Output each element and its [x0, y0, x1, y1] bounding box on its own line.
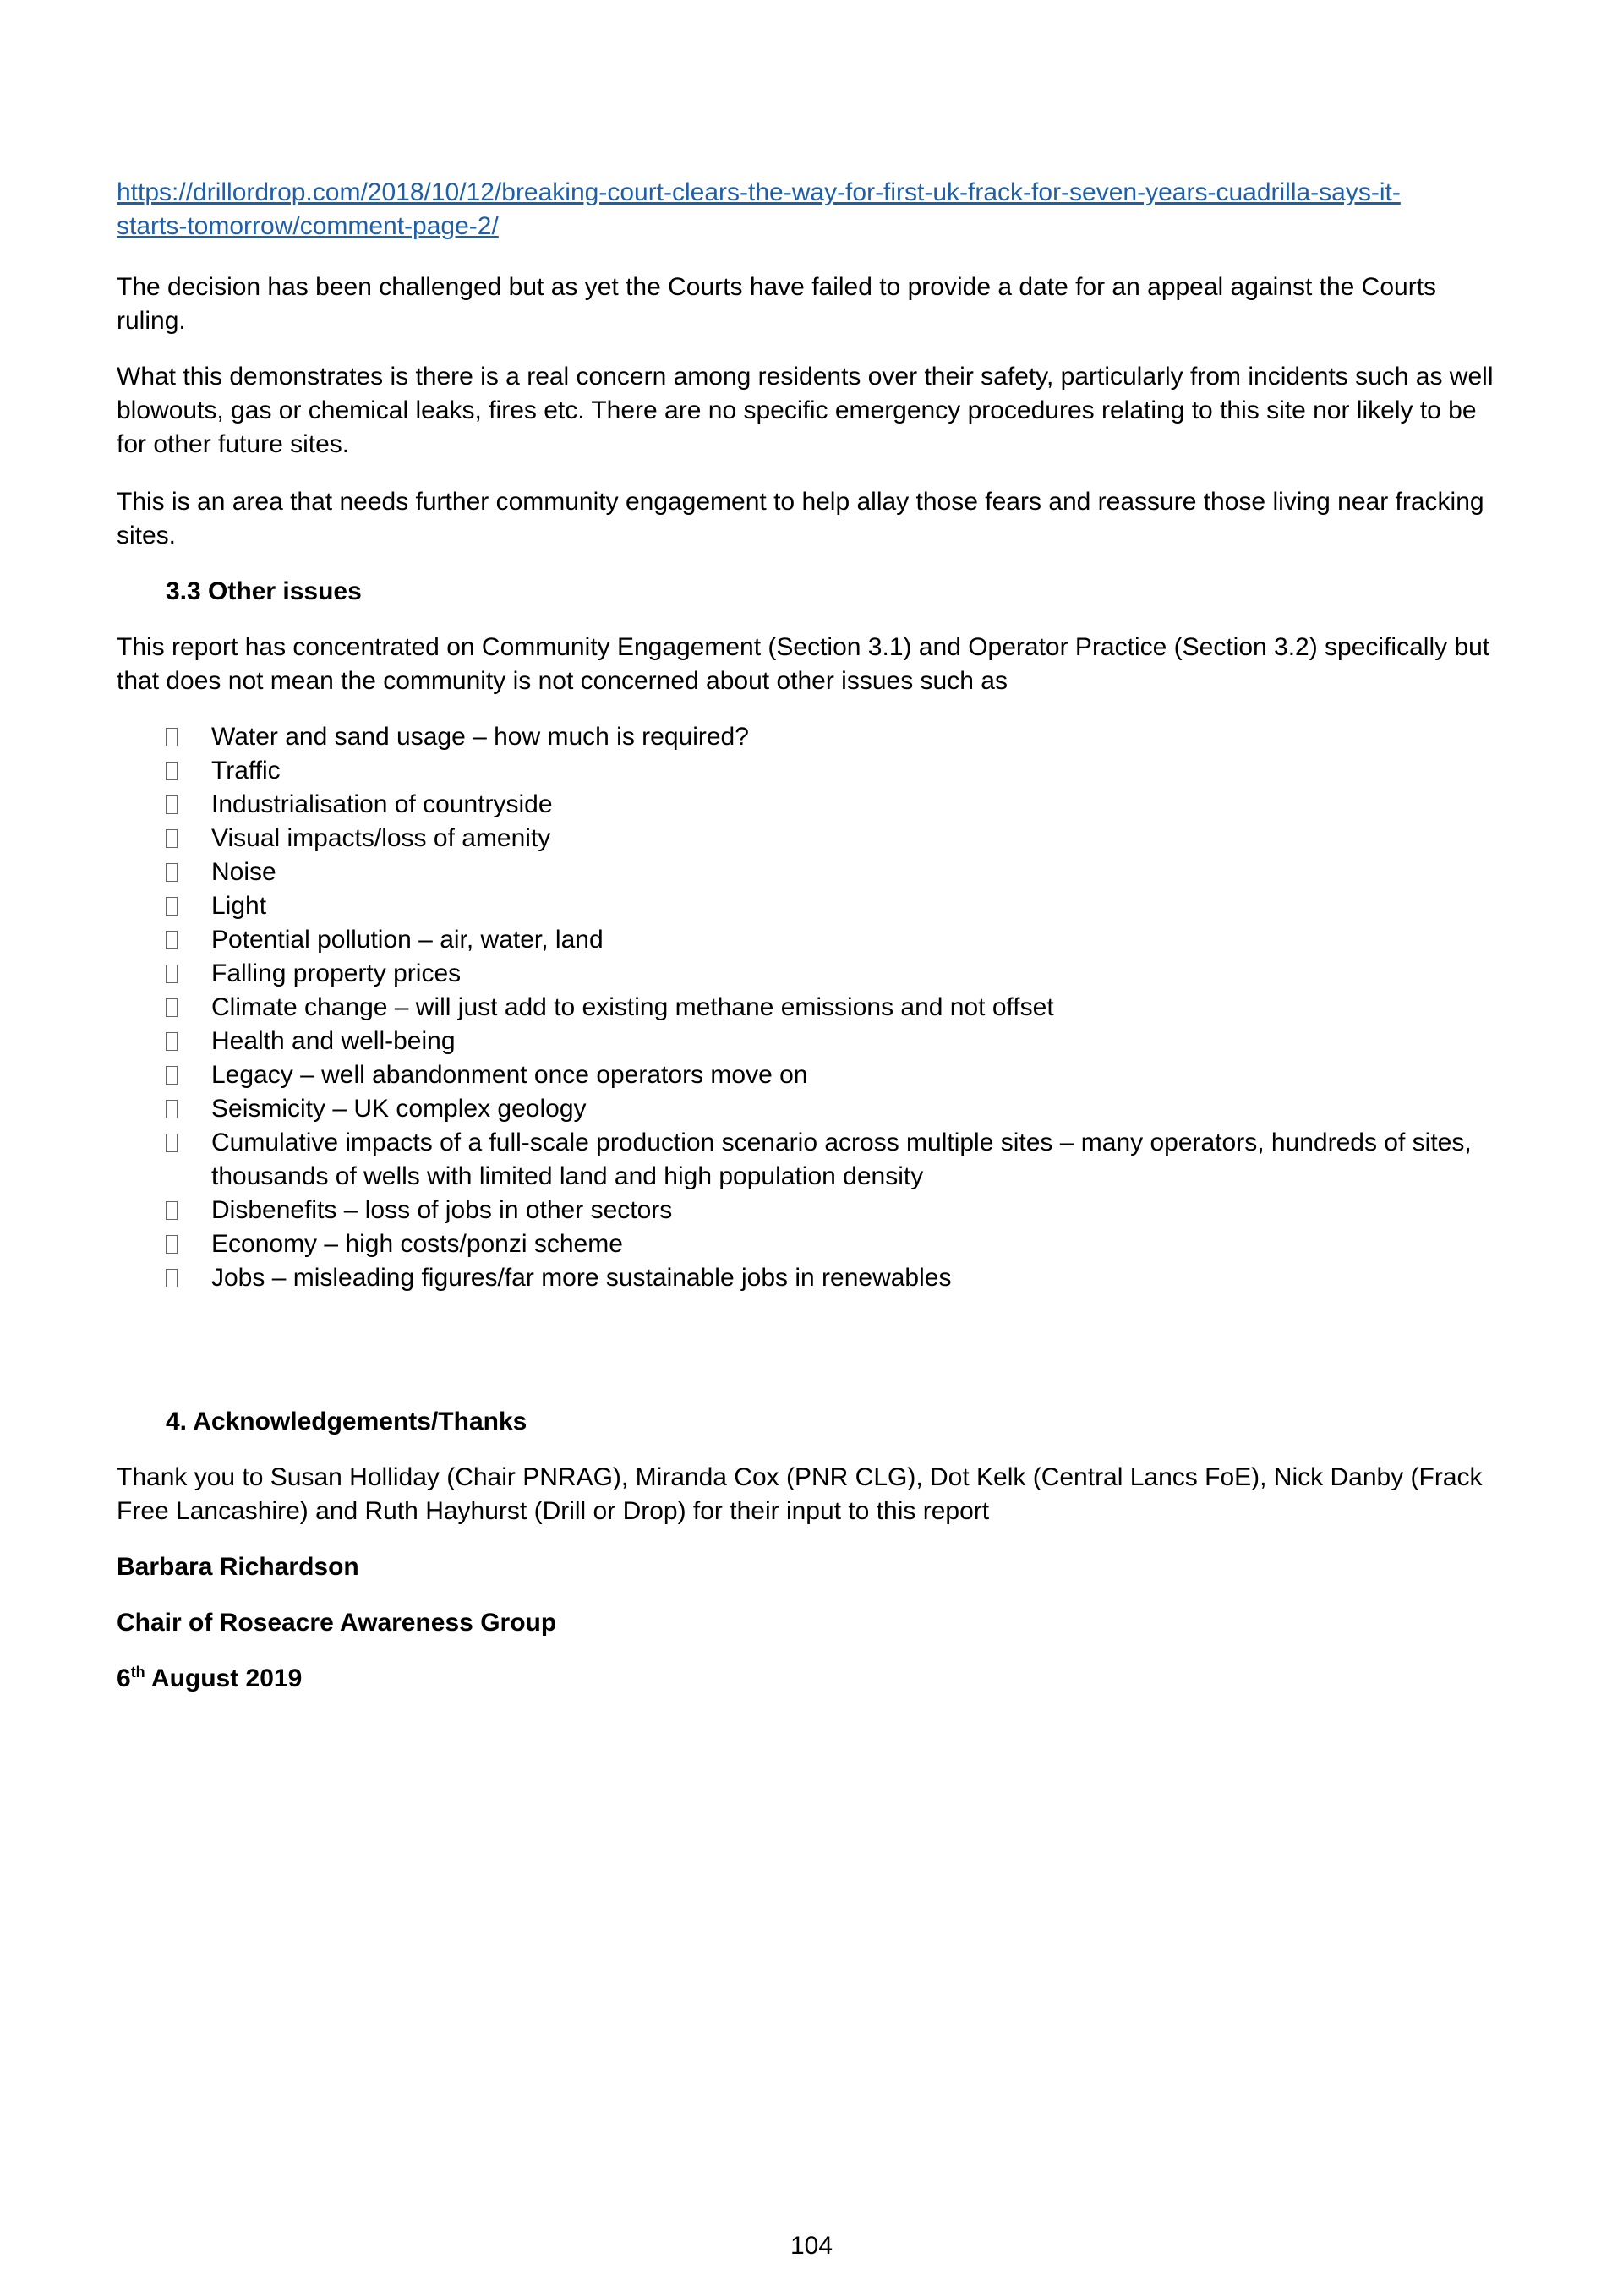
signatory-role: Chair of Roseacre Awareness Group	[117, 1609, 557, 1637]
bullet-box-icon	[166, 728, 178, 746]
bullet-box-icon	[166, 965, 178, 983]
paragraph-safety-concern: What this demonstrates is there is a real concern among residents over their safety, particularly from incidents such as well blowouts, gas or chemical leaks, fires etc. There are no specific emergency procedures relating to this site nor likely to be for other future sites.	[117, 363, 1494, 458]
bullet-box-icon	[166, 1269, 178, 1287]
list-item: Traffic	[166, 754, 1518, 788]
report-date: 6th August 2019	[117, 1664, 303, 1692]
list-item: Light	[166, 889, 1518, 923]
list-item: Industrialisation of countryside	[166, 788, 1518, 822]
issues-list	[166, 720, 1518, 1295]
list-item: Health and well-being	[166, 1025, 1518, 1058]
section-4-heading: 4. Acknowledgements/Thanks	[166, 1408, 527, 1435]
bullet-box-icon	[166, 1134, 178, 1152]
bullet-box-icon	[166, 931, 178, 949]
list-item: Economy – high costs/ponzi scheme	[166, 1227, 1518, 1261]
list-item: Potential pollution – air, water, land	[166, 923, 1518, 957]
bullet-box-icon	[166, 795, 178, 814]
list-item: Water and sand usage – how much is required?	[166, 720, 1518, 754]
list-item: Noise	[166, 856, 1518, 889]
paragraph-community-engagement: This is an area that needs further community engagement to help allay those fears and reassure those living near fracking sites.	[117, 488, 1484, 549]
list-item: Jobs – misleading figures/far more sustainable jobs in renewables	[166, 1261, 1518, 1295]
list-item: Climate change – will just add to existing methane emissions and not offset	[166, 991, 1518, 1025]
page-number: 104	[790, 2232, 833, 2260]
list-item: Legacy – well abandonment once operators move on	[166, 1058, 1518, 1092]
bullet-box-icon	[166, 1100, 178, 1118]
section-3-3-heading: 3.3 Other issues	[166, 577, 362, 605]
list-item: Falling property prices	[166, 957, 1518, 991]
signatory-name: Barbara Richardson	[117, 1553, 359, 1581]
drillordrop-link[interactable]	[117, 176, 1511, 243]
bullet-box-icon	[166, 863, 178, 882]
section-3-3-intro: This report has concentrated on Community Engagement (Section 3.1) and Operator Practice (Section 3.2) specifically but that does not mean the community is not concerned about other issues such as	[117, 633, 1490, 695]
bullet-box-icon	[166, 1201, 178, 1220]
link-line-1: https://drillordrop.com/2018/10/12/breaking-court-clears-the-way-for-first-uk-frack-for-seven-years-cuadrilla-says-it-	[117, 178, 1401, 206]
bullet-box-icon	[166, 762, 178, 780]
list-item: Cumulative impacts of a full-scale production scenario across multiple sites – many operators, hundreds of sites, thousands of wells with limited land and high population density	[166, 1126, 1518, 1194]
link-line-2: starts-tomorrow/comment-page-2/	[117, 212, 499, 240]
acknowledgements-paragraph: Thank you to Susan Holliday (Chair PNRAG), Miranda Cox (PNR CLG), Dot Kelk (Central Lancs FoE), Nick Danby (Frack Free Lancashire) and Ruth Hayhurst (Drill or Drop) for their input to this report	[117, 1463, 1483, 1525]
bullet-box-icon	[166, 829, 178, 848]
bullet-box-icon	[166, 1032, 178, 1051]
list-item: Disbenefits – loss of jobs in other sectors	[166, 1194, 1518, 1227]
bullet-box-icon	[166, 998, 178, 1017]
bullet-box-icon	[166, 897, 178, 916]
bullet-box-icon	[166, 1235, 178, 1254]
list-item: Visual impacts/loss of amenity	[166, 822, 1518, 856]
paragraph-appeal: The decision has been challenged but as yet the Courts have failed to provide a date for an appeal against the Courts ruling.	[117, 273, 1437, 335]
bullet-box-icon	[166, 1066, 178, 1085]
list-item: Seismicity – UK complex geology	[166, 1092, 1518, 1126]
